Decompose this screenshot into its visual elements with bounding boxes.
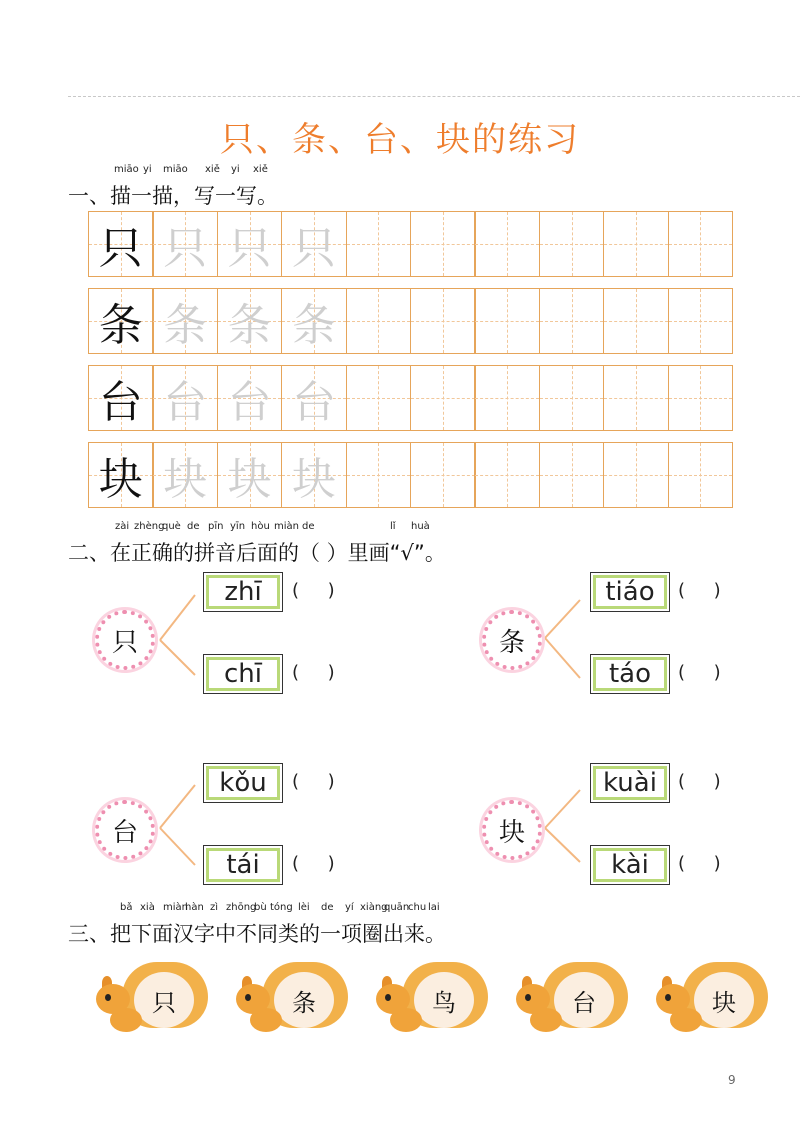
pinyin: pīn [208,521,224,532]
trace-char: 条 [292,300,337,351]
squirrel-option[interactable] [96,962,208,1032]
squirrel-head-icon [516,984,550,1014]
section2-prefix: 二、 [68,541,110,565]
squirrel-head-icon [236,984,270,1014]
pinyin: yīn [230,521,246,532]
pinyin-option-box: tái [203,845,283,885]
squirrel-head-icon [96,984,130,1014]
connector-3 [160,785,195,865]
page-number: 9 [728,1073,736,1087]
squirrel-char: 鸟 [414,972,474,1028]
trace-char: 台 [227,377,272,428]
pinyin-option-box: kǒu [203,763,283,803]
pinyin: miāo [114,164,139,175]
pinyin-option-box: chī [203,654,283,694]
section3-heading [68,902,446,948]
pinyin: zài [115,521,130,532]
answer-parentheses[interactable]: ( ) [678,580,721,601]
pinyin: lǐ [390,521,396,532]
pinyin: lèi [298,902,310,913]
pinyin: de [302,521,315,532]
answer-parentheses[interactable]: ( ) [678,662,721,683]
connector-1 [160,595,195,675]
pinyin: zì [210,902,219,913]
answer-parentheses[interactable]: ( ) [292,580,335,601]
squirrel-eye [105,994,111,1001]
pinyin: tóng [270,902,293,913]
squirrel-char: 台 [554,972,614,1028]
trace-char: 块 [292,454,337,505]
pinyin: xiàng [360,902,388,913]
trace-char: 台 [292,377,337,428]
connector-2 [545,600,580,678]
pinyin: xiě [205,164,220,175]
pinyin: miàn [274,521,299,532]
trace-char: 只 [227,223,272,274]
pinyin: huà [411,521,430,532]
model-char: 条 [98,300,143,351]
answer-parentheses[interactable]: ( ) [292,662,335,683]
pinyin: miāo [163,164,188,175]
pinyin: hàn [185,902,204,913]
pinyin: yí [345,902,354,913]
pinyin: zhōng [226,902,257,913]
squirrel-char: 条 [274,972,334,1028]
trace-char: 块 [163,454,208,505]
char-flower: 台 [95,800,155,860]
trace-char: 条 [227,300,272,351]
char-flower: 块 [482,800,542,860]
section1-text: 描一描，写一写。 [110,184,278,208]
model-char: 块 [98,454,143,505]
answer-parentheses[interactable]: ( ) [678,771,721,792]
pinyin: miàn [163,902,188,913]
char-flower: 只 [95,610,155,670]
char-flower: 条 [482,610,542,670]
pinyin-option-box: zhī [203,572,283,612]
model-char: 台 [98,377,143,428]
squirrel-option[interactable] [656,962,768,1032]
connector-4 [545,790,580,862]
pinyin: yi [231,164,240,175]
pinyin: quān [384,902,410,913]
pinyin: bù [254,902,267,913]
pinyin-option-box: tiáo [590,572,670,612]
pinyin: xià [140,902,155,913]
pinyin-option-box: kuài [590,763,670,803]
section1-prefix: 一、 [68,184,110,208]
trace-char: 只 [292,223,337,274]
pinyin: lai [428,902,440,913]
pinyin: de [187,521,200,532]
section3-text: 把下面汉字中不同类的一项圈出来。 [110,922,446,946]
pinyin: de [321,902,334,913]
pinyin: xiě [253,164,268,175]
answer-parentheses[interactable]: ( ) [292,771,335,792]
pinyin: yi [143,164,152,175]
squirrel-option[interactable] [376,962,488,1032]
pinyin: bǎ [120,902,133,913]
pinyin-option-box: táo [590,654,670,694]
trace-char: 块 [227,454,272,505]
squirrel-eye [245,994,251,1001]
squirrel-head-icon [376,984,410,1014]
page-title: 只、条、台、块的练习 [220,120,580,160]
squirrel-char: 块 [694,972,754,1028]
squirrel-eye [385,994,391,1001]
section3-prefix: 三、 [68,922,110,946]
squirrel-char: 只 [134,972,194,1028]
squirrel-option[interactable] [236,962,348,1032]
model-char: 只 [98,223,143,274]
pinyin: zhèng [134,521,165,532]
pinyin: què [162,521,181,532]
answer-parentheses[interactable]: ( ) [678,853,721,874]
trace-char: 台 [163,377,208,428]
trace-char: 条 [163,300,208,351]
squirrel-eye [525,994,531,1001]
squirrel-head-icon [656,984,690,1014]
trace-char: 只 [163,223,208,274]
answer-parentheses[interactable]: ( ) [292,853,335,874]
pinyin: chu [408,902,427,913]
squirrel-option[interactable] [516,962,628,1032]
squirrel-eye [665,994,671,1001]
pinyin: hòu [251,521,270,532]
pinyin-option-box: kài [590,845,670,885]
section2-text: 在正确的拼音后面的（ ）里画“√”。 [110,541,446,565]
